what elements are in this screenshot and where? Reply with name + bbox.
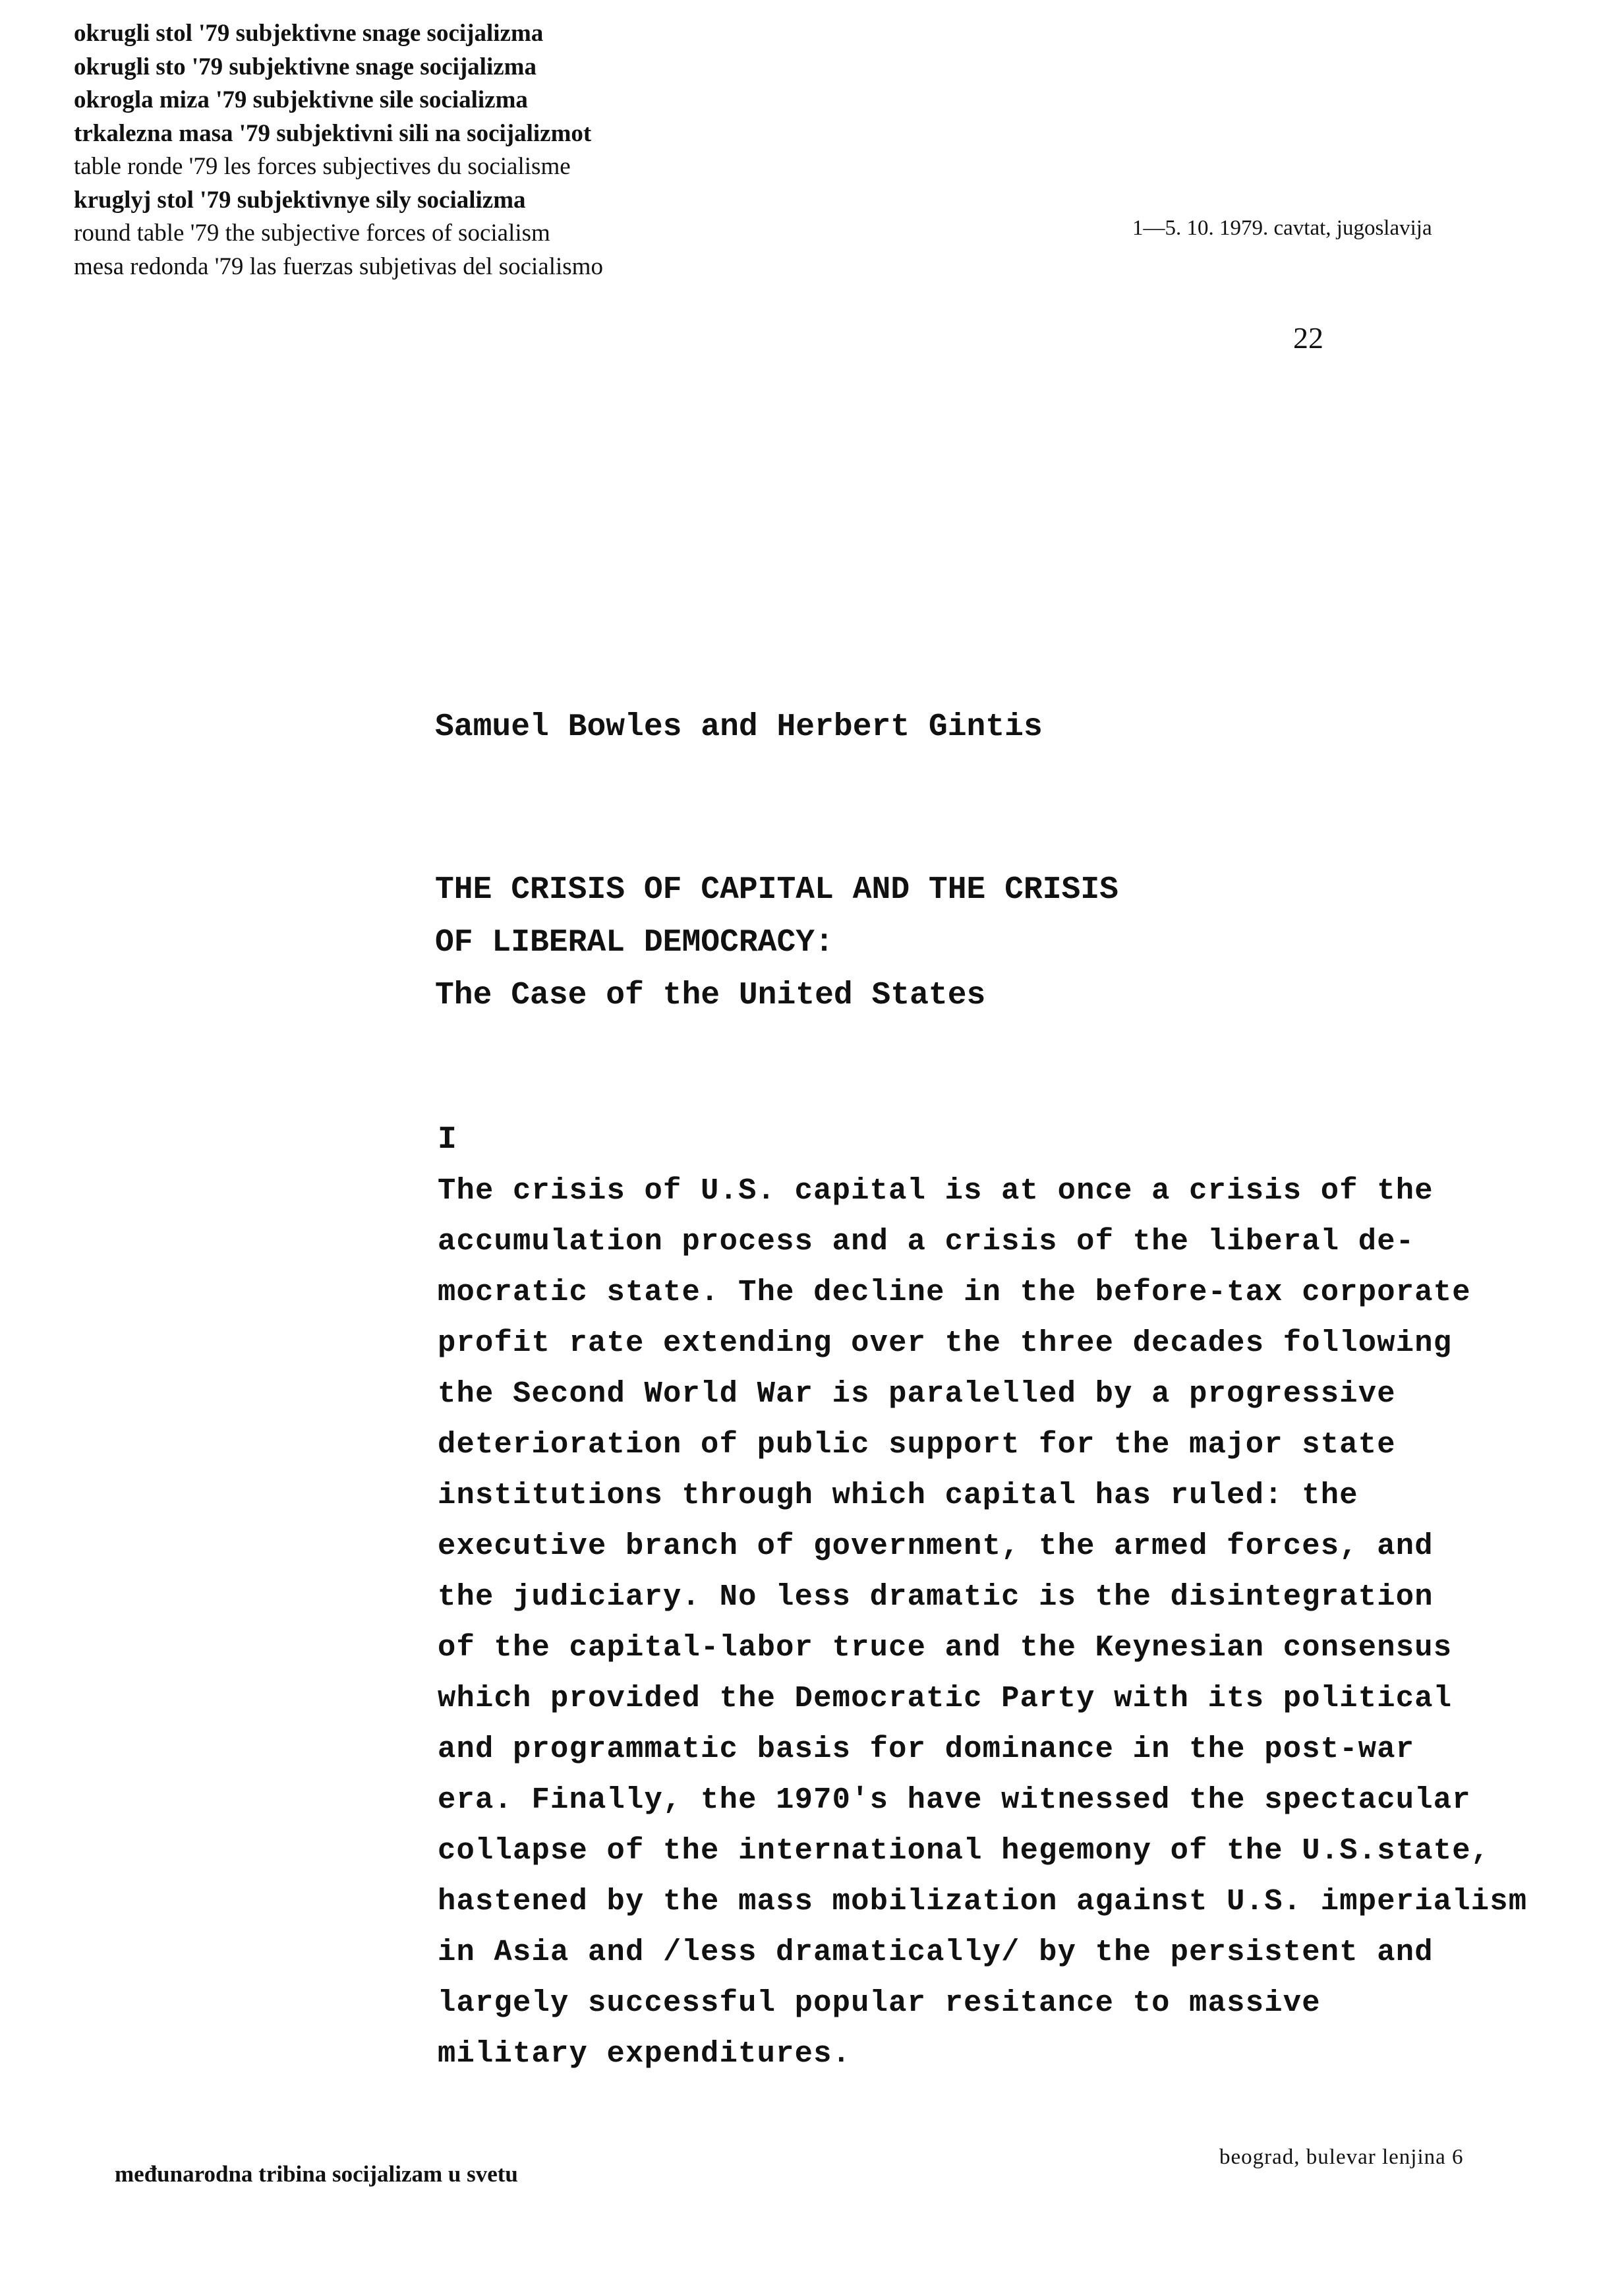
body-line: in Asia and /less dramatically/ by the persistent and [438,1935,1434,1969]
body-line: accumulation process and a crisis of the liberal de- [438,1224,1415,1259]
header-line-french: table ronde '79 les forces subjectives du socialisme [74,153,571,180]
conference-date-location: 1—5. 10. 1979. cavtat, jugoslavija [1132,216,1432,240]
body-line: executive branch of government, the armed forces, and [438,1529,1434,1563]
body-line: the judiciary. No less dramatic is the disintegration [438,1580,1434,1614]
body-line: mocratic state. The decline in the before-tax corporate [438,1275,1471,1309]
header-line-serbo-croatian: okrugli stol '79 subjektivne snage socijalizma [74,20,544,47]
article-title [435,864,1118,1022]
header-line-spanish: mesa redonda '79 las fuerzas subjetivas del socialismo [74,253,603,280]
body-line: hastened by the mass mobilization against U.S. imperialism [438,1884,1528,1918]
body-line: largely successful popular resitance to massive [438,1986,1321,2020]
body-line: profit rate extending over the three decades following [438,1326,1453,1360]
header-line-slovenian: okrogla miza '79 subjektivne sile socializma [74,86,528,113]
body-line: and programmatic basis for dominance in the post-war [438,1732,1415,1766]
body-line: of the capital-labor truce and the Keynesian consensus [438,1630,1453,1665]
title-line: The Case of the United States [435,978,986,1013]
footer-address: beograd, bulevar lenjina 6 [1219,2145,1464,2169]
body-line: deterioration of public support for the major state [438,1427,1396,1462]
title-line: THE CRISIS OF CAPITAL AND THE CRISIS [435,872,1118,908]
body-line: The crisis of U.S. capital is at once a crisis of the [438,1174,1434,1208]
conference-header [74,17,931,283]
body-line: which provided the Democratic Party with its political [438,1681,1453,1715]
article-body [438,1166,1527,2079]
header-line-russian: kruglyj stol '79 subjektivnye sily socializma [74,186,526,214]
body-line: institutions through which capital has ruled: the [438,1478,1358,1512]
body-line: the Second World War is paralelled by a progressive [438,1377,1396,1411]
body-line: military expenditures. [438,2036,852,2071]
body-line: era. Finally, the 1970's have witnessed the spectacular [438,1783,1471,1817]
header-line-serbian-cyrillic: okrugli sto '79 subjektivne snage socijalizma [74,53,536,80]
title-line: OF LIBERAL DEMOCRACY: [435,925,834,961]
page-number: 22 [1293,321,1323,355]
header-line-english: round table '79 the subjective forces of socialism [74,220,550,247]
section-numeral: I [438,1122,457,1158]
article-authors: Samuel Bowles and Herbert Gintis [435,709,1043,745]
header-line-macedonian: trkalezna masa '79 subjektivni sili na socijalizmot [74,119,592,147]
body-line: collapse of the international hegemony of the U.S.state, [438,1833,1490,1868]
footer-publisher: međunarodna tribina socijalizam u svetu [115,2161,518,2187]
